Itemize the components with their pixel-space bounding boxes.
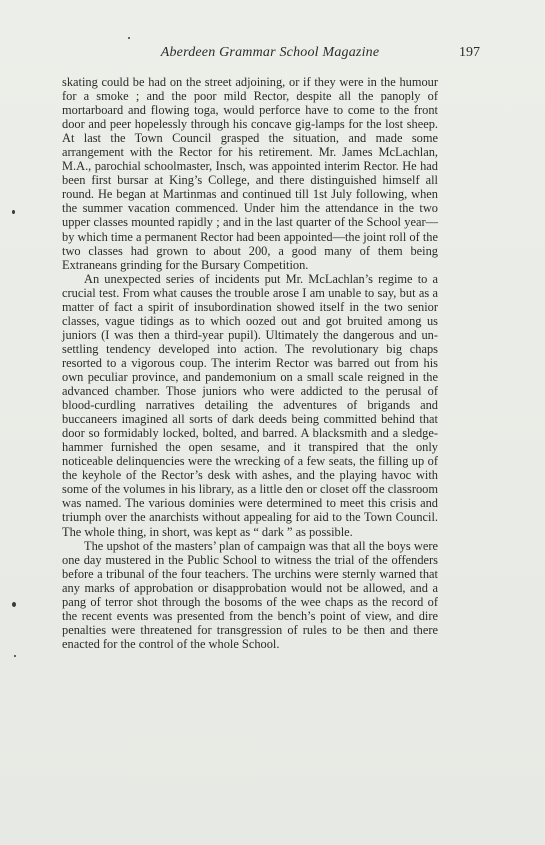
page-header [60, 45, 480, 65]
ink-speck [12, 210, 15, 214]
paragraph-3: The upshot of the masters’ plan of campaign was that all the boys were one day mustered in the Public School to witness the trial of the offenders before a tribunal of the four teachers. The urchins were sternly warned that any marks of approbation or disapprobation would not be allowed, and a pang of terror shot through the bosoms of the wee chaps as the record of the recent events was presented from the bench’s point of view, and dire penalties were threatened for transgression of rules to be then and there enacted for the control of the whole School. [62, 538, 438, 651]
running-title: Aberdeen Grammar School Magazine [160, 45, 380, 60]
paragraph-2: An unexpected series of incidents put Mr. McLachlan’s regime to a crucial test. From what causes the trouble arose I am unable to say, but as a matter of fact a spirit of insubordination showed itself in the two senior classes, vague tidings as to which oozed out and got bruited among us juniors (I was then a third-year pupil). Ultimately the dangerous and unsettling tendency developed into action. The revolutionary big chaps resorted to a vigorous coup. The interim Rector was barred out from his own peculiar province, and pandemonium on a small scale reigned in the advanced chamber. Those juniors who were addicted to the perusal of blood-curdling narratives detailing the adventures of brigands and buccaneers imagined all sorts of dark deeds being committed behind that door so formidably locked, bolted, and barred. A blacksmith and a sledge-hammer furnished the open sesame, and it transpired that the only noticeable delinquencies were the wrecking of a few seats, the filling up of the keyhole of the Rector’s desk with ashes, and the playing havoc with some of the volumes in his library, as a little den or closet off the classroom was named. The various dominies were determined to meet this crisis and triumph over the anarchists without appealing for aid to the Town Council. The whole thing, in short, was kept as “ dark ” as possible. [62, 271, 438, 539]
ink-speck [14, 655, 16, 657]
page-number: 197 [459, 45, 480, 60]
ink-speck [12, 602, 16, 607]
ink-speck [128, 37, 130, 39]
paragraph-1: skating could be had on the street adjoining, or if they were in the humour for a smoke ; and the poor mild Rector, despite all the panoply of mortarboard and flowing toga, would perforce have to come to the front door and peer hopelessly through his concave gig-lamps for the lost sheep. At last the Town Council grasped the situation, and made some arrangement with the Rector for his retirement. Mr. James McLachlan, M.A., parochial schoolmaster, Insch, was appointed interim Rector. He had been first bursar at King’s College, and there distinguished himself all round. He began at Martinmas and continued till 1st July following, when the summer vacation commenced. Under him the attendance in the two upper classes mounted rapidly ; and in the last quarter of the School year—by which time a permanent Rector had been appointed—the joint roll of the two classes had grown to about 200, a good many of them being Extraneans grinding for the Bursary Competition. [62, 75, 438, 272]
body-text [62, 75, 438, 651]
